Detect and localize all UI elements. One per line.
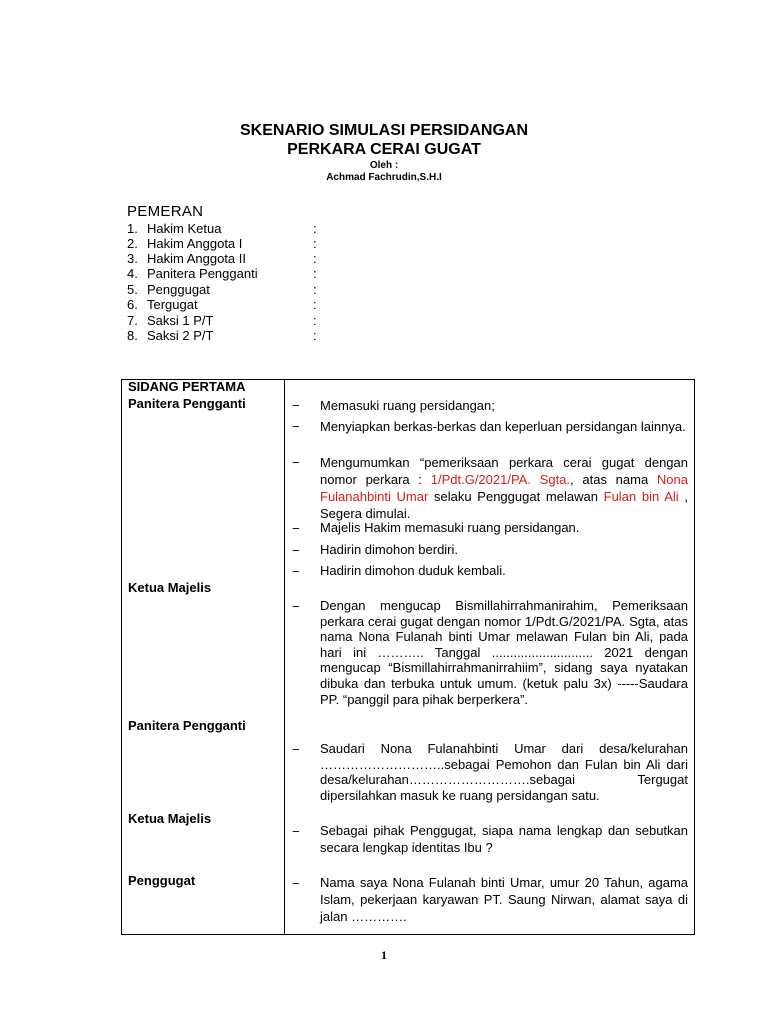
- cast-item-colon: :: [313, 328, 317, 343]
- cast-item-colon: :: [313, 221, 317, 236]
- cast-item-number: 5.: [127, 282, 138, 297]
- cast-item-role: Saksi 1 P/T: [147, 313, 214, 328]
- cast-item-colon: :: [313, 313, 317, 328]
- dash-bullet: −: [292, 876, 300, 891]
- script-line: [320, 454, 688, 522]
- session-heading: SIDANG PERTAMA: [128, 379, 246, 394]
- column-divider: [284, 380, 285, 934]
- cast-item: [127, 297, 327, 312]
- cast-item-role: Hakim Ketua: [147, 221, 222, 236]
- cast-item-number: 3.: [127, 251, 138, 266]
- script-line: Memasuki ruang persidangan;: [320, 398, 495, 413]
- speaker-label: Panitera Pengganti: [128, 396, 246, 411]
- cast-item: [127, 236, 327, 251]
- cast-item-role: Hakim Anggota I: [147, 236, 243, 251]
- cast-item-role: Tergugat: [147, 297, 198, 312]
- cast-item-colon: :: [313, 297, 317, 312]
- speaker-label: Ketua Majelis: [128, 580, 212, 595]
- script-line: Sebagai pihak Penggugat, siapa nama lengkap dan sebutkan secara lengkap identitas Ibu ?: [320, 823, 688, 855]
- script-text: Mengumumkan “pemeriksaan perkara cerai gugat dengan nomor perkara :: [320, 455, 688, 487]
- cast-item: [127, 221, 327, 236]
- speaker-label: Panitera Pengganti: [128, 718, 246, 733]
- script-line: Nama saya Nona Fulanah binti Umar, umur 20 Tahun, agama Islam, pekerjaan karyawan PT. Saung Nirwan, alamat saya di jalan ………….: [320, 875, 688, 924]
- defendant-name: Fulan bin Ali: [603, 489, 679, 504]
- cast-item-number: 7.: [127, 313, 138, 328]
- script-line: Majelis Hakim memasuki ruang persidangan.: [320, 520, 580, 535]
- dash-bullet: −: [292, 564, 300, 579]
- script-line: Hadirin dimohon duduk kembali.: [320, 563, 506, 578]
- dash-bullet: −: [292, 398, 300, 413]
- dash-bullet: −: [292, 599, 300, 614]
- script-text: selaku Penggugat melawan: [428, 489, 604, 504]
- cast-item-number: 2.: [127, 236, 138, 251]
- dash-bullet: −: [292, 521, 300, 536]
- script-text: , Segera dimulai.: [320, 489, 688, 521]
- speaker-label: Penggugat: [128, 873, 196, 888]
- cast-item: [127, 282, 327, 297]
- script-text: , atas nama: [570, 472, 657, 487]
- case-number: 1/Pdt.G/2021/PA. Sgta.: [430, 472, 571, 487]
- cast-item-role: Saksi 2 P/T: [147, 328, 214, 343]
- page-number: 1: [381, 948, 387, 962]
- cast-item-colon: :: [313, 266, 317, 281]
- dash-bullet: −: [292, 824, 300, 839]
- script-line: Dengan mengucap Bismillahirrahmanirahim, Pemeriksaan perkara cerai gugat dengan nomor 1/Pdt.G/2021/PA. Sgta, atas nama Nona Fulanah binti Umar melawan Fulan bin Ali, pada hari ini ……….. Tanggal ............................ 2021 dengan mengucap “Bismillahirrahmanirrahiim”, sidang saya nyatakan dibuka dan terbuka untuk umum. (ketuk palu 3x) -----Saudara PP. “panggil para pihak berperkera”.: [320, 598, 688, 707]
- cast-item-number: 8.: [127, 328, 138, 343]
- author-name: Achmad Fachrudin,S.H.I: [326, 172, 442, 183]
- cast-heading: PEMERAN: [127, 203, 204, 220]
- document-title-line1: SKENARIO SIMULASI PERSIDANGAN: [239, 122, 529, 139]
- cast-item-number: 4.: [127, 266, 138, 281]
- dash-bullet: −: [292, 455, 300, 470]
- speaker-label: Ketua Majelis: [128, 811, 212, 826]
- cast-item-colon: :: [313, 236, 317, 251]
- cast-item-role: Penggugat: [147, 282, 210, 297]
- dash-bullet: −: [292, 742, 300, 757]
- plaintiff-name: Nona Fulanahbinti Umar: [320, 472, 688, 504]
- cast-item-role: Panitera Pengganti: [147, 266, 258, 281]
- cast-item-colon: :: [313, 282, 317, 297]
- by-label: Oleh :: [369, 160, 399, 171]
- document-title-line2: PERKARA CERAI GUGAT: [287, 141, 481, 158]
- cast-item: [127, 266, 327, 281]
- script-line: Hadirin dimohon berdiri.: [320, 542, 459, 557]
- script-line: Menyiapkan berkas-berkas dan keperluan persidangan lainnya.: [320, 419, 686, 434]
- cast-item-number: 1.: [127, 221, 138, 236]
- cast-item: [127, 313, 327, 328]
- dash-bullet: −: [292, 419, 300, 434]
- dash-bullet: −: [292, 543, 300, 558]
- cast-item-role: Hakim Anggota II: [147, 251, 246, 266]
- cast-item: [127, 328, 327, 343]
- cast-item-colon: :: [313, 251, 317, 266]
- cast-item: [127, 251, 327, 266]
- cast-item-number: 6.: [127, 297, 138, 312]
- script-line: Saudari Nona Fulanahbinti Umar dari desa/kelurahan ………………………..sebagai Pemohon dan Fulan bin Ali dari desa/kelurahan……………………….sebagai Tergugat dipersilahkan masuk ke ruang persidangan satu.: [320, 741, 688, 803]
